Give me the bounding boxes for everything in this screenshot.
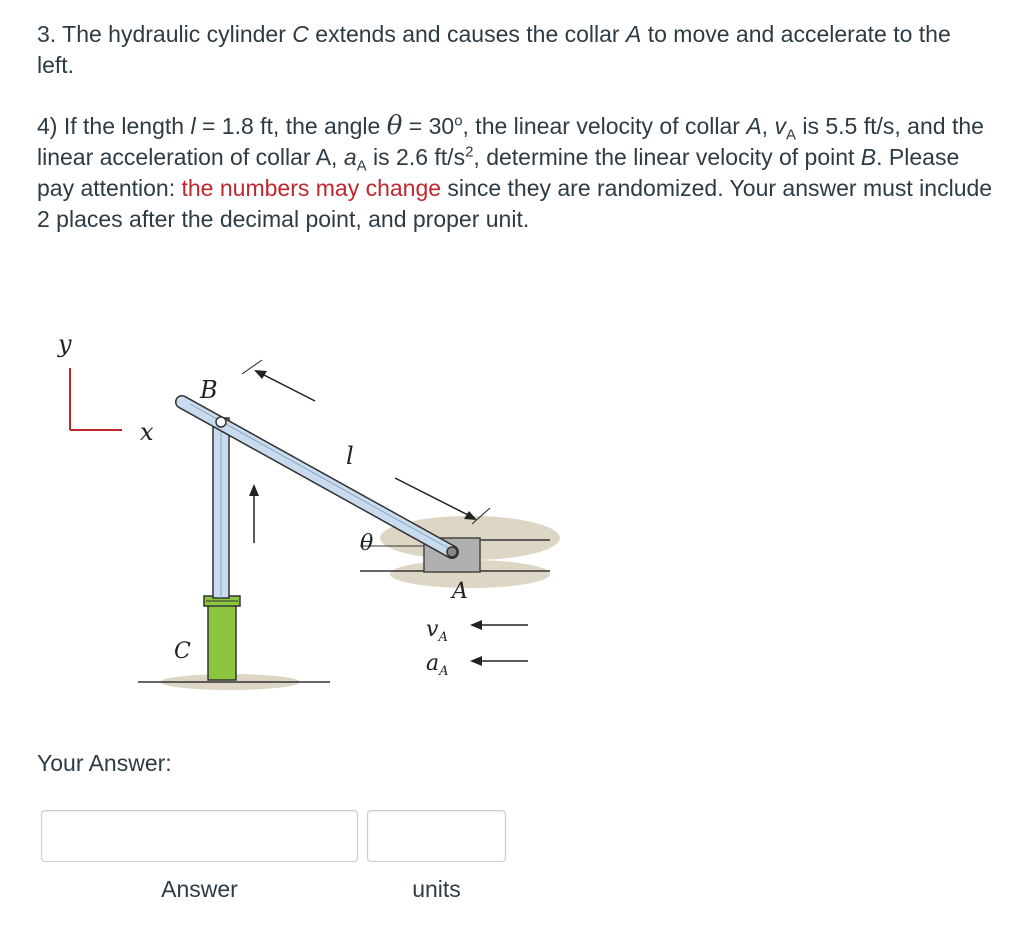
velocity-arrow-head — [470, 620, 482, 630]
degree-symbol: o — [454, 112, 463, 130]
symbol-b: B — [860, 144, 877, 170]
text-segment: is 5.5 ft/s, and the linear acceleration of collar A, — [37, 113, 984, 170]
length-arrow-lower — [464, 511, 477, 520]
superscript-2: 2 — [465, 143, 474, 161]
acceleration-arrow-head — [470, 656, 482, 666]
text-segment: to move and accelerate to the left. — [37, 21, 951, 78]
label-x: x — [140, 418, 154, 446]
label-c: C — [174, 639, 191, 664]
symbol-v: v — [774, 113, 786, 139]
answer-caption: Answer — [161, 876, 238, 902]
text-segment: . Please pay attention: — [37, 144, 960, 201]
label-va — [426, 617, 448, 645]
symbol-l: l — [190, 113, 196, 139]
text-segment: = 30 — [402, 113, 455, 139]
text-segment: since they are randomized. Your answer must include 2 places after the decimal point, and proper unit. — [37, 175, 993, 232]
units-caption: units — [412, 876, 461, 902]
text-segment: 4) If the length — [37, 113, 191, 139]
symbol-a: A — [625, 21, 642, 47]
label-l: l — [346, 442, 354, 470]
text-segment: = 1.8 ft, the angle — [195, 113, 387, 139]
mechanism-figure — [40, 318, 560, 698]
label-va-symbol: v — [426, 617, 439, 642]
cylinder-body — [208, 602, 236, 680]
label-a: A — [452, 579, 468, 604]
text-segment: , the linear velocity of collar — [462, 113, 747, 139]
label-aa — [426, 651, 449, 679]
your-answer-label: Your Answer: — [37, 750, 172, 776]
units-input[interactable] — [367, 810, 506, 862]
symbol-theta: θ — [386, 111, 403, 141]
question-part-4 — [37, 111, 997, 235]
symbol-a-accel: a — [343, 144, 357, 170]
label-aa-subscript: A — [439, 664, 449, 679]
answer-input[interactable] — [41, 810, 358, 862]
symbol-a: A — [746, 113, 762, 139]
highlighted-warning: the numbers may change — [181, 175, 442, 201]
text-segment: , — [761, 113, 775, 139]
length-arrow-upper — [254, 370, 267, 379]
label-theta: θ — [360, 531, 374, 556]
label-aa-symbol: a — [426, 651, 440, 676]
question-part-3 — [37, 19, 987, 81]
subscript-a: A — [356, 157, 367, 175]
label-y: y — [58, 330, 72, 358]
text-segment: is 2.6 ft/s — [366, 144, 466, 170]
text-segment: 3. The hydraulic cylinder — [37, 21, 293, 47]
subscript-a: A — [785, 126, 796, 144]
length-dim-line-upper — [262, 374, 315, 401]
pin-b — [216, 417, 226, 427]
pin-a — [447, 547, 457, 557]
label-b: B — [200, 376, 218, 404]
text-segment: , determine the linear velocity of point — [473, 144, 861, 170]
text-segment: extends and causes the collar — [308, 21, 626, 47]
label-va-subscript: A — [438, 630, 448, 645]
length-dim-line-lower — [395, 478, 470, 516]
symbol-c: C — [292, 21, 309, 47]
extension-arrow-head — [249, 484, 259, 496]
